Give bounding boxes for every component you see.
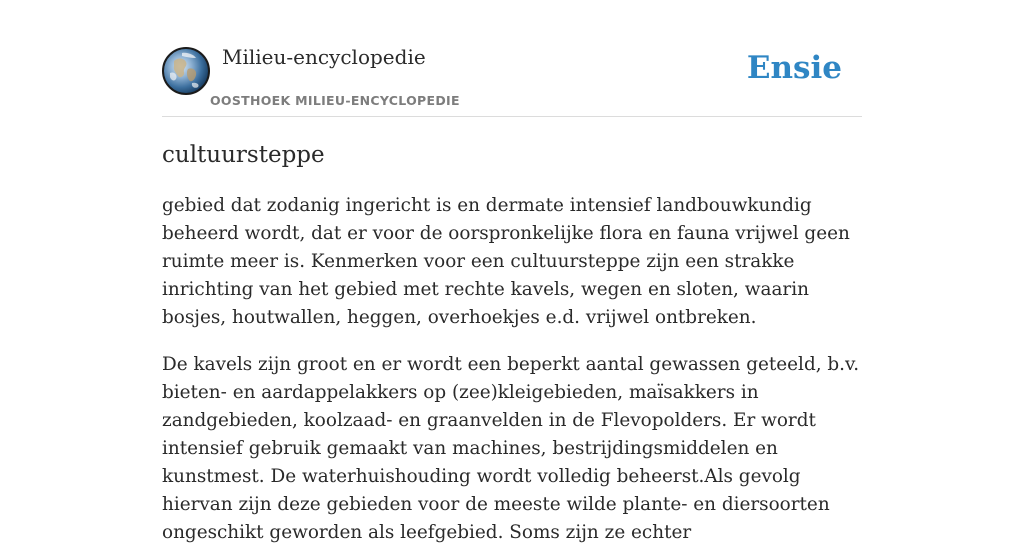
site-title[interactable]: Milieu-encyclopedie: [222, 45, 426, 69]
site-subtitle[interactable]: OOSTHOEK MILIEU-ENCYCLOPEDIE: [210, 93, 460, 108]
entry-term: cultuursteppe: [162, 142, 325, 168]
entry-content: [162, 142, 862, 547]
site-header: [162, 0, 862, 117]
entry-paragraph: gebied dat zodanig ingericht is en dermate intensief landbouwkundig beheerd wordt, dat er voor de oorspronkelijke flora en fauna vrijwel geen ruimte meer is. Kenmerken voor een cultuursteppe zijn een strakke inrichting van het gebied met rechte kavels, wegen en sloten, waarin bosjes, houtwallen, heggen, overhoekjes e.d. vrijwel ontbreken.: [162, 195, 850, 328]
page: [162, 0, 862, 547]
earth-globe-icon[interactable]: [162, 47, 210, 95]
ensie-brand-link[interactable]: Ensie: [746, 50, 842, 86]
entry-paragraph: De kavels zijn groot en er wordt een beperkt aantal gewassen geteeld, b.v. bieten- en aardappelakkers op (zee)kleigebieden, maïsakkers in zandgebieden, koolzaad- en graanvelden in de Flevopolders. Er wordt intensief gebruik gemaakt van machines, bestrijdingsmiddelen en kunstmest. De waterhuishouding wordt volledig beheerst.Als gevolg hiervan zijn deze gebieden voor de meeste wilde plante- en diersoorten ongeschikt geworden als leefgebied. Soms zijn ze echter: [162, 354, 860, 543]
